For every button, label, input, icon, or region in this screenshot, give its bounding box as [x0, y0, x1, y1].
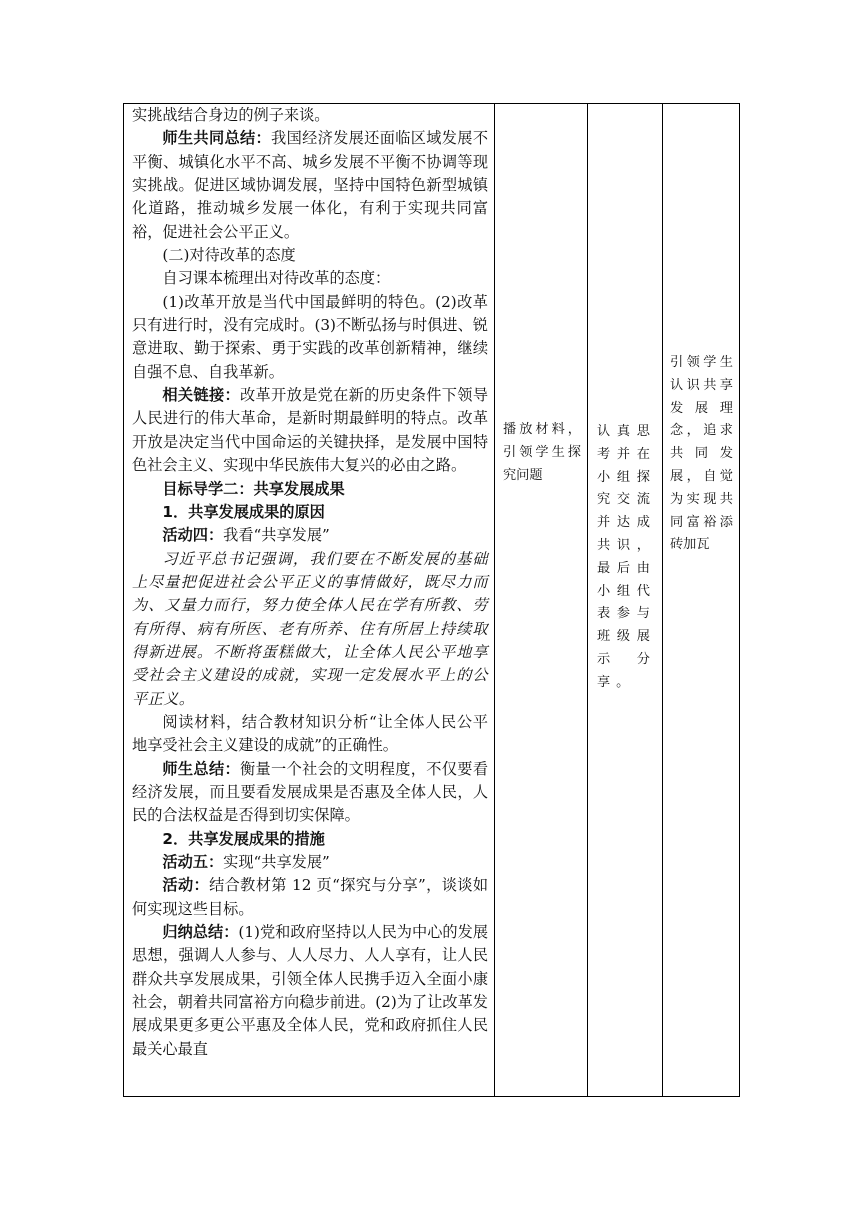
- paragraph-text: 改革开放是党在新的历史条件下领导人民进行的伟大革命，是新时期最鲜明的特点。改革开放是决定当代中国命运的关键抉择，是发展中国特色社会主义、实现中华民族伟大复兴的必由之路。: [132, 386, 489, 475]
- design-intent-text: 引领学生认识共享发展理念，追求共同发展，自觉为实现共同富裕添砖加瓦: [670, 355, 733, 553]
- text-paragraph: 自习课本梳理出对待改革的态度：: [162, 269, 391, 288]
- paragraph-text: (1)党和政府坚持以人民为中心的发展思想，强调人人参与、人人尽力、人人享有，让人民群众共享发展成果，引领全体人民携手迈入全面小康社会，朝着共同富裕方向稳步前进。(2)为了让改革发展成果更多更公平惠及全体人民，党和政府抓住人民最关心最直: [132, 923, 489, 1058]
- teacher-activity-text: 播放材料，引领学生探究问题: [503, 422, 581, 483]
- teaching-process-cell: [124, 104, 495, 1097]
- bold-heading: 活动五：: [162, 853, 224, 871]
- text-paragraph: (1)改革开放是当代中国最鲜明的特色。(2)改革只有进行时，没有完成时。(3)不断弘扬与时俱进、锐意进取、勤于探索、勇于实践的改革创新精神，继续自强不息、自我革新。: [132, 292, 488, 381]
- summary-paragraph: [132, 758, 488, 828]
- section-heading: (二)对待改革的态度: [162, 246, 296, 265]
- student-activity-cell: [588, 104, 663, 1097]
- bold-heading: 2．共享发展成果的措施: [162, 829, 325, 848]
- bold-heading: 归纳总结：: [162, 923, 239, 942]
- student-activity-text: 认真思考并在小组探究交流并达成共识，最后由小组代表参与班级展示分享。: [597, 424, 656, 690]
- teacher-activity-cell: [495, 104, 588, 1097]
- summary-paragraph: [132, 921, 488, 1061]
- bold-heading: 目标导学二：共享发展成果: [162, 479, 345, 498]
- related-link-paragraph: [132, 384, 488, 477]
- bold-heading: 活动：: [162, 876, 210, 895]
- bold-heading: 师生共同总结：: [162, 129, 272, 148]
- paragraph-text: 实现“共享发展”: [223, 853, 330, 871]
- summary-paragraph: [132, 127, 488, 244]
- bold-heading: 1．共享发展成果的原因: [162, 502, 325, 521]
- bold-heading: 相关链接：: [162, 386, 240, 405]
- lesson-plan-table: [123, 103, 740, 1097]
- activity-paragraph: [132, 524, 488, 547]
- paragraph-text: 结合教材第 12 页“探究与分享”，谈谈如何实现这些目标。: [132, 876, 489, 918]
- text-paragraph: 阅读材料，结合教材知识分析“让全体人民公平地享受社会主义建设的成就”的正确性。: [132, 712, 488, 755]
- activity-paragraph: [132, 874, 488, 921]
- bold-heading: 活动四：: [162, 526, 224, 545]
- subsection-heading: [132, 828, 488, 851]
- bold-heading: 师生总结：: [162, 759, 240, 778]
- paragraph-text: 我看“共享发展”: [223, 526, 330, 545]
- goal-heading: [132, 478, 488, 501]
- text-paragraph: 实挑战结合身边的例子来谈。: [132, 106, 330, 124]
- activity-paragraph: [132, 851, 488, 874]
- quote-material: 习近平总书记强调，我们要在不断发展的基础上尽量把促进社会公平正义的事情做好，既尽力而为、又量力而行，努力使全体人民在学有所教、劳有所得、病有所医、老有所养、住有所居上持续取得新进展。不断将蛋糕做大，让全体人民公平地享受社会主义建设的成就，实现一定发展水平上的公平正义。: [132, 549, 488, 708]
- paragraph-text: 衡量一个社会的文明程度，不仅要看经济发展，而且要看发展成果是否惠及全体人民，人民的合法权益是否得到切实保障。: [132, 759, 489, 825]
- design-intent-cell: [663, 104, 740, 1097]
- paragraph-text: 我国经济发展还面临区域发展不平衡、城镇化水平不高、城乡发展不平衡不协调等现实挑战。促进区域协调发展，坚持中国特色新型城镇化道路，推动城乡发展一体化，有利于实现共同富裕，促进社会公平正义。: [132, 129, 489, 241]
- table-row: [124, 104, 740, 1097]
- subsection-heading: [132, 501, 488, 524]
